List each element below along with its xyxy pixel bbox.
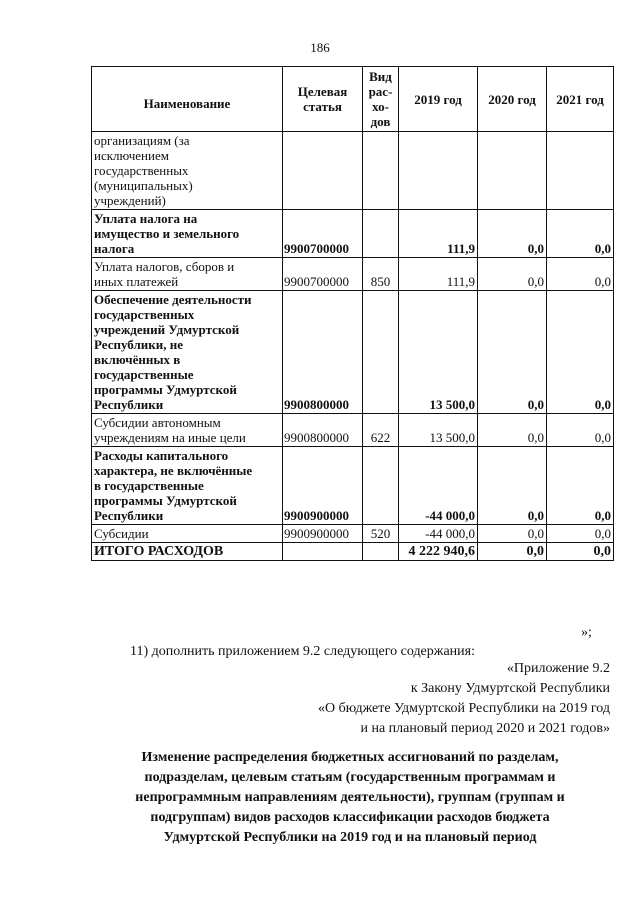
appendix-heading [318, 659, 610, 739]
table-row [92, 258, 614, 291]
row-2021: 0,0 [547, 291, 614, 414]
row-code: 9900700000 [283, 210, 363, 258]
title-line: подгруппам) видов расходов классификации расходов бюджета [150, 810, 550, 825]
row-code: 9900900000 [283, 447, 363, 525]
row-code [283, 132, 363, 210]
title-line: Удмуртской Республики на 2019 год и на плановый период [163, 830, 537, 845]
row-2020: 0,0 [478, 414, 547, 447]
row-name: Субсидии [92, 525, 283, 543]
table-row [92, 132, 614, 210]
appendix-line: «О бюджете Удмуртской Республики на 2019 год [317, 701, 610, 716]
appendix-line: к Закону Удмуртской Республики [410, 681, 610, 696]
appendix-line: и на плановый период 2020 и 2021 годов» [360, 721, 610, 736]
row-vr [363, 132, 399, 210]
row-2021: 0,0 [547, 543, 614, 561]
row-vr [363, 291, 399, 414]
document-title [110, 748, 590, 848]
row-2021: 0,0 [547, 210, 614, 258]
row-name: организациям (за исключением государственных (муниципальных) учреждений) [92, 132, 283, 210]
page-number: 186 [310, 40, 330, 55]
row-code: 9900800000 [283, 414, 363, 447]
row-2021 [547, 132, 614, 210]
row-code: 9900700000 [283, 258, 363, 291]
row-name: Обеспечение деятельности государственных учреждений Удмуртской Республики, не включённых в государственные программы Удмуртской Республики [92, 291, 283, 414]
header-2020: 2020 год [478, 67, 547, 132]
header-2019: 2019 год [399, 67, 478, 132]
title-line: Изменение распределения бюджетных ассигнований по разделам, [141, 750, 559, 765]
row-2019: -44 000,0 [399, 447, 478, 525]
table-total-row [92, 543, 614, 561]
row-2020: 0,0 [478, 258, 547, 291]
row-2021: 0,0 [547, 258, 614, 291]
amendment-paragraph: 11) дополнить приложением 9.2 следующего содержания: [130, 644, 475, 659]
row-code [283, 543, 363, 561]
header-2021: 2021 год [547, 67, 614, 132]
row-name: ИТОГО РАСХОДОВ [92, 543, 283, 561]
header-expense-type: Вид рас- хо- дов [363, 67, 399, 132]
table-row [92, 525, 614, 543]
row-2020: 0,0 [478, 291, 547, 414]
row-2019 [399, 132, 478, 210]
row-vr [363, 210, 399, 258]
row-2019: 13 500,0 [399, 291, 478, 414]
closing-quote-mark: »; [581, 625, 592, 640]
row-vr: 850 [363, 258, 399, 291]
row-2019: 4 222 940,6 [399, 543, 478, 561]
table-row [92, 210, 614, 258]
row-vr [363, 543, 399, 561]
row-2020 [478, 132, 547, 210]
table-row [92, 291, 614, 414]
row-2021: 0,0 [547, 525, 614, 543]
row-2019: 13 500,0 [399, 414, 478, 447]
table-row [92, 447, 614, 525]
row-2019: 111,9 [399, 258, 478, 291]
title-line: подразделам, целевым статьям (государственным программам и [144, 770, 556, 785]
row-2019: 111,9 [399, 210, 478, 258]
row-name: Уплата налога на имущество и земельного налога [92, 210, 283, 258]
title-line: непрограммным направлениям деятельности), группам (группам и [135, 790, 565, 805]
row-2020: 0,0 [478, 447, 547, 525]
row-vr: 520 [363, 525, 399, 543]
table-header-row [92, 67, 614, 132]
row-2020: 0,0 [478, 525, 547, 543]
header-target-article: Целевая статья [283, 67, 363, 132]
row-code: 9900900000 [283, 525, 363, 543]
header-name: Наименование [92, 67, 283, 132]
row-name: Уплата налогов, сборов и иных платежей [92, 258, 283, 291]
row-name: Субсидии автономным учреждениям на иные цели [92, 414, 283, 447]
row-vr [363, 447, 399, 525]
budget-table [91, 66, 614, 561]
row-2019: -44 000,0 [399, 525, 478, 543]
row-2020: 0,0 [478, 543, 547, 561]
row-vr: 622 [363, 414, 399, 447]
row-2020: 0,0 [478, 210, 547, 258]
row-2021: 0,0 [547, 447, 614, 525]
row-name: Расходы капитального характера, не включённые в государственные программы Удмуртской Республики [92, 447, 283, 525]
appendix-line: «Приложение 9.2 [506, 661, 610, 676]
row-code: 9900800000 [283, 291, 363, 414]
row-2021: 0,0 [547, 414, 614, 447]
table-row [92, 414, 614, 447]
